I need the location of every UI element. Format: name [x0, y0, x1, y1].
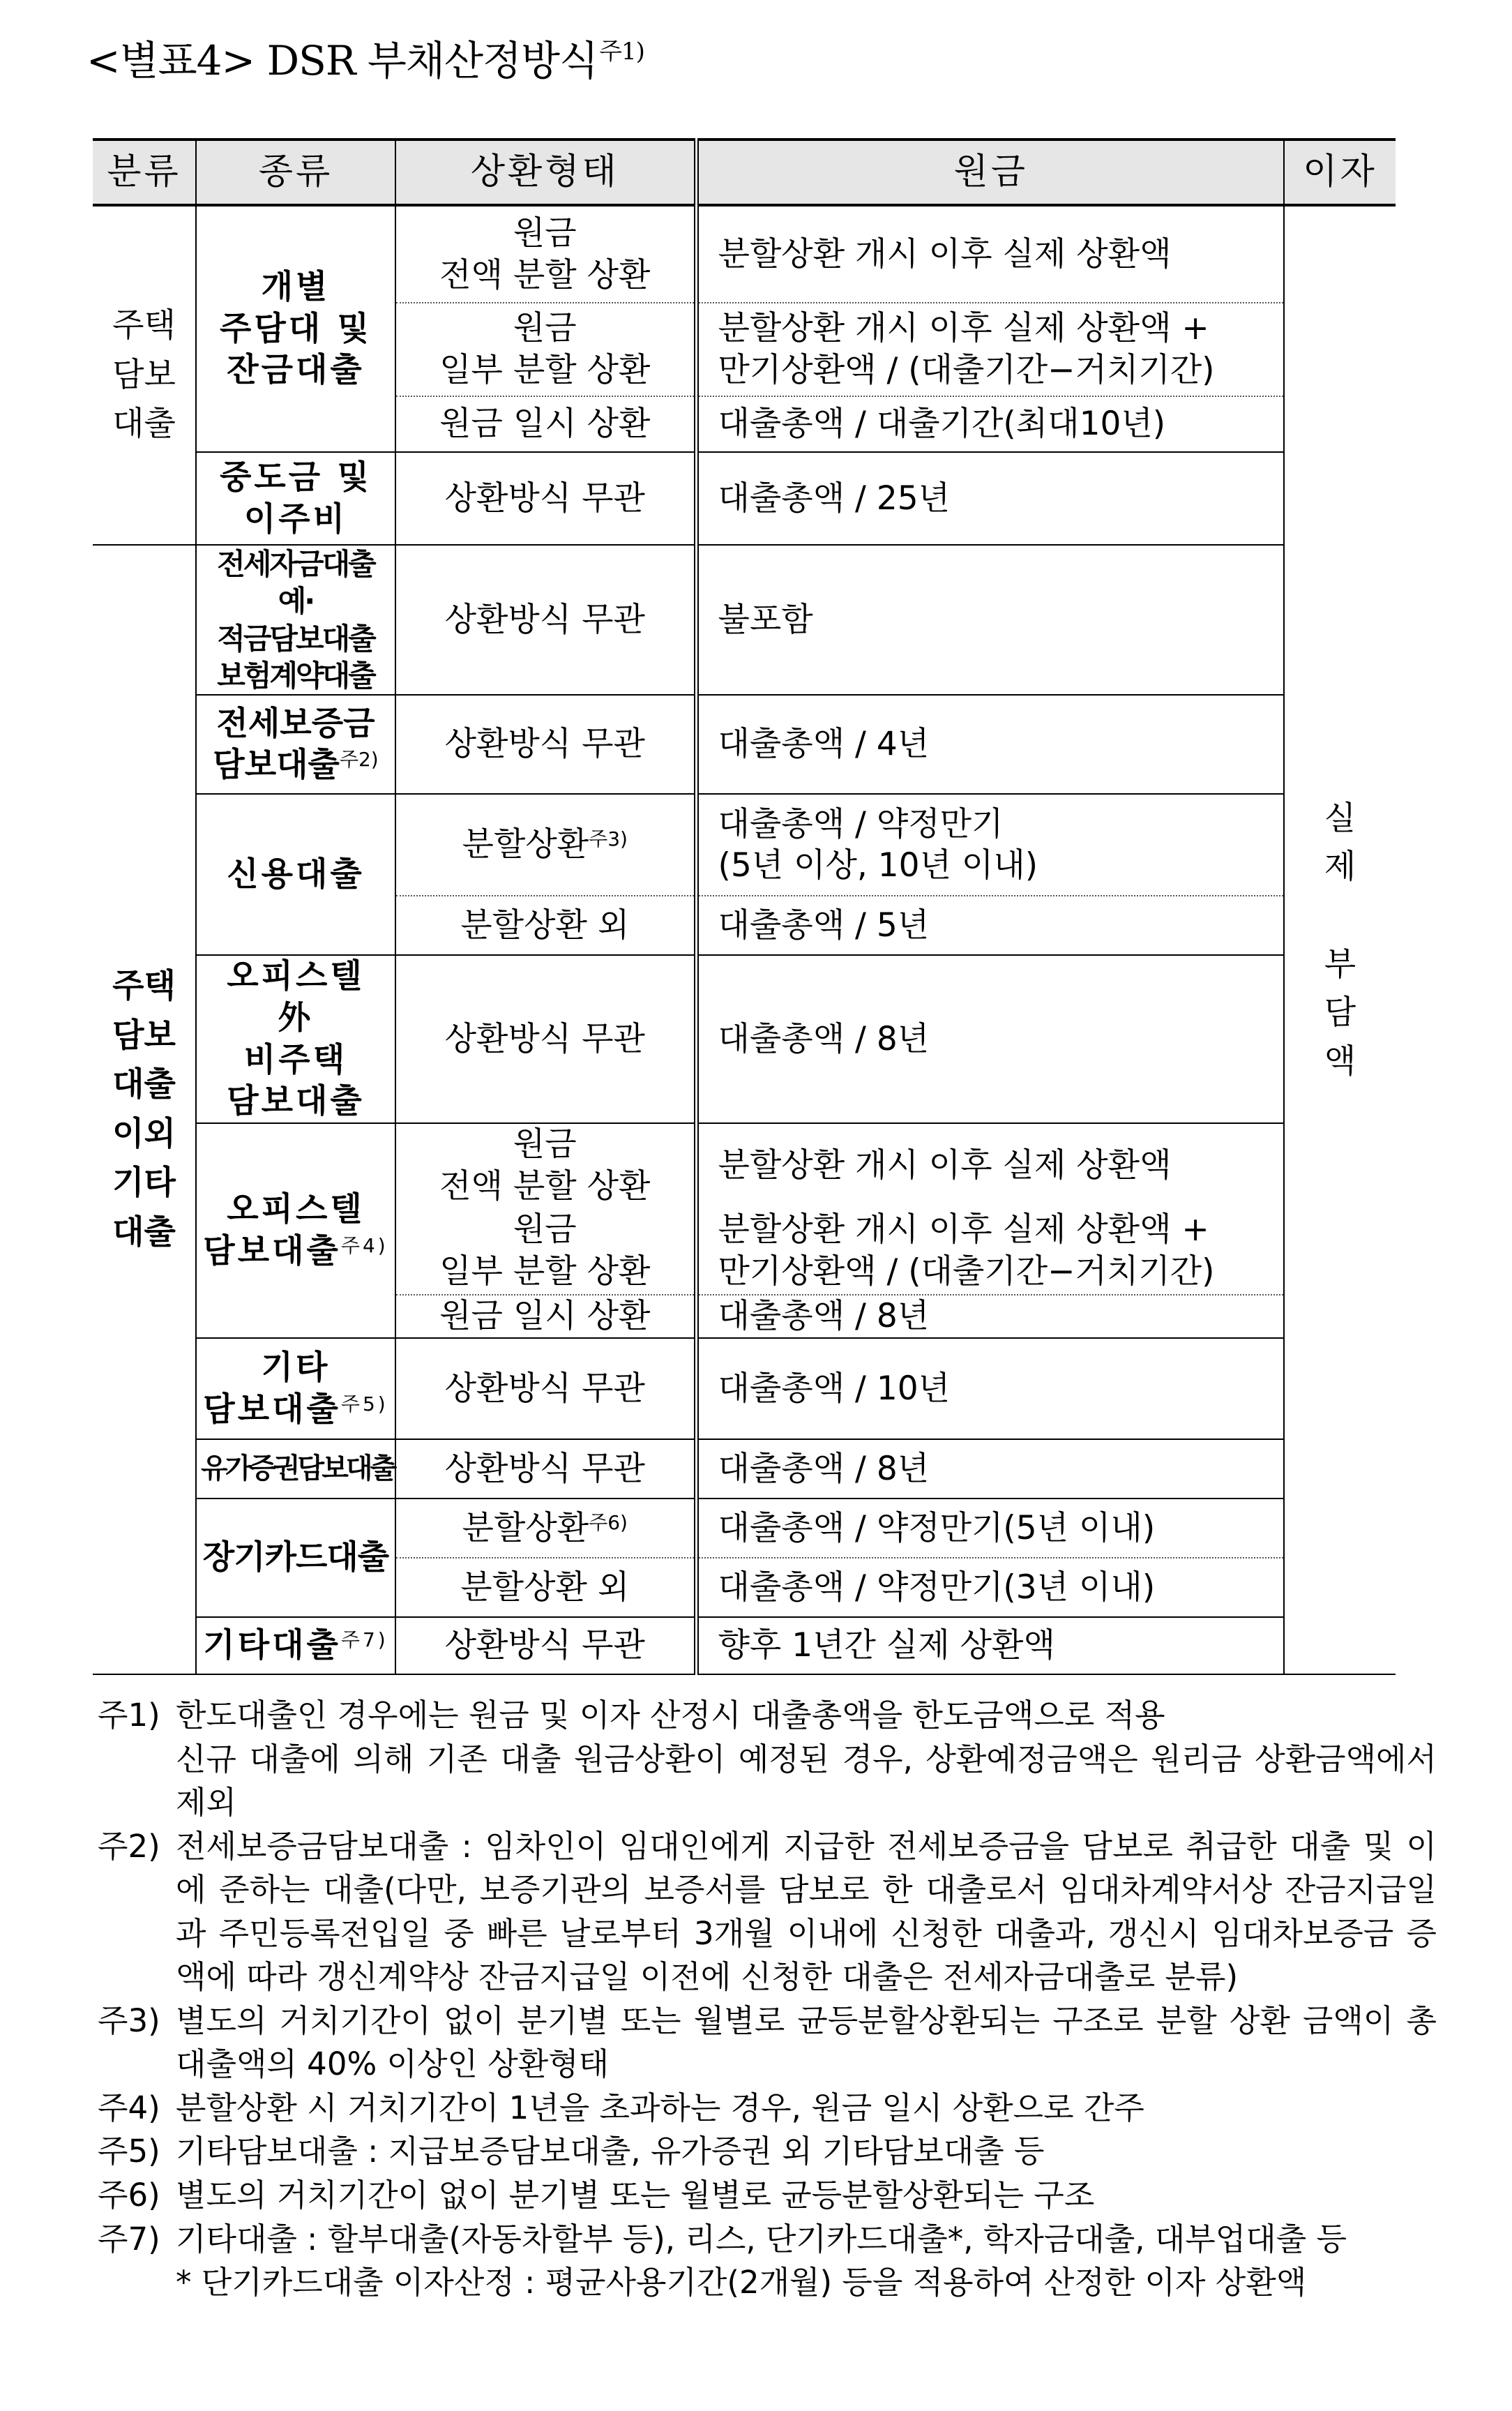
footnote-body — [176, 1999, 1437, 2087]
footnote-text: 전세보증금담보대출 : 임차인이 임대인에게 지급한 전세보증금을 담보로 취급한 대출 및 이에 준하는 대출(다만, 보증기관의 보증서를 담보로 한 대출로서 임대차계약서상 잔금지급일과 주민등록전입일 중 빠른 날로부터 3개월 이내에 신청한 대출과, 갱신시 임대차보증금 증액에 따라 갱신계약상 잔금지급일 이전에 신청한 대출은 전세자금대출로 분류) — [176, 1827, 1437, 1996]
kind-jeonse-deposit-insurance: 전세자금대출 예·적금담보대출 보험계약대출 — [196, 545, 395, 695]
footnote-text: 신규 대출에 의해 기존 대출 원금상환이 예정된 경우, 상환예정금액은 원리금 상환금액에서 제외 — [176, 1740, 1437, 1822]
principal-cell: 대출총액 / 8년 — [696, 1295, 1284, 1338]
repayment-type-cell: 분할상환$^{주3)}$ — [395, 794, 696, 896]
footnote-body — [176, 2087, 1437, 2131]
principal-cell: 분할상환 개시 이후 실제 상환액 — [696, 1123, 1284, 1207]
kind-securities-secured: 유가증권담보대출 — [196, 1439, 395, 1499]
repayment-type-cell: 원금 일부 분할 상환 — [395, 1207, 696, 1295]
dsr-table — [93, 138, 1396, 1675]
repayment-type-cell: 상환방식 무관 — [395, 545, 696, 695]
principal-cell: 대출총액 / 약정만기 (5년 이상, 10년 이내) — [696, 794, 1284, 896]
repayment-type-cell: 원금 일부 분할 상환 — [395, 303, 696, 396]
table-row — [93, 452, 1396, 545]
footnote-text: 기타담보대출 : 지급보증담보대출, 유가증권 외 기타담보대출 등 — [176, 2133, 1045, 2170]
repayment-type-cell: 원금 전액 분할 상환 — [395, 1123, 696, 1207]
group-housing-mortgage: 주택 담보 대출 — [93, 205, 196, 545]
footnote-item — [98, 1825, 1437, 1999]
footnote-item — [98, 2174, 1437, 2218]
kind-jeonse-guarantee: 전세보증금 담보대출$^{주2)}$ — [196, 695, 395, 794]
footnotes — [98, 1694, 1437, 2305]
repayment-type-cell: 원금 일시 상환 — [395, 1295, 696, 1338]
footnote-item — [98, 1694, 1437, 1825]
footnote-item — [98, 1999, 1437, 2087]
footnote-text: 분할상환 시 거치기간이 1년을 초과하는 경우, 원금 일시 상환으로 간주 — [176, 2089, 1144, 2126]
table-row — [93, 545, 1396, 695]
footnote-item — [98, 2087, 1437, 2131]
repayment-type-cell: 원금 일시 상환 — [395, 396, 696, 452]
kind-interim-payment: 중도금 및 이주비 — [196, 452, 395, 545]
principal-cell: 분할상환 개시 이후 실제 상환액 — [696, 205, 1284, 303]
repayment-type-cell: 분할상환 외 — [395, 1558, 696, 1617]
repayment-type-cell: 상환방식 무관 — [395, 452, 696, 545]
interest-actual-burden: 실 제 부 담 액 — [1284, 205, 1396, 1674]
principal-cell: 대출총액 / 5년 — [696, 896, 1284, 955]
footnote-body — [176, 2174, 1437, 2218]
principal-cell: 대출총액 / 8년 — [696, 1439, 1284, 1499]
principal-cell: 분할상환 개시 이후 실제 상환액 + 만기상환액 / (대출기간−거치기간) — [696, 303, 1284, 396]
footnote-item — [98, 2218, 1437, 2262]
repayment-type-cell: 상환방식 무관 — [395, 695, 696, 794]
repayment-type-cell: 원금 전액 분할 상환 — [395, 205, 696, 303]
footnote-label: 주6) — [98, 2177, 160, 2214]
title-text: <별표4> DSR 부채산정방식 — [86, 37, 598, 84]
principal-cell: 대출총액 / 대출기간(최대10년) — [696, 396, 1284, 452]
principal-cell: 대출총액 / 25년 — [696, 452, 1284, 545]
footnote-item — [98, 2130, 1437, 2174]
table-row — [93, 1439, 1396, 1499]
header-interest: 이자 — [1284, 140, 1396, 205]
footnote-text: 별도의 거치기간이 없이 분기별 또는 월별로 균등분할상환되는 구조로 분할 상환 금액이 총 대출액의 40% 이상인 상환형태 — [176, 2001, 1437, 2083]
footnote-text: 별도의 거치기간이 없이 분기별 또는 월별로 균등분할상환되는 구조 — [176, 2177, 1095, 2214]
principal-cell: 대출총액 / 10년 — [696, 1338, 1284, 1439]
kind-individual-mortgage: 개별 주담대 및 잔금대출 — [196, 205, 395, 452]
table-row — [93, 1123, 1396, 1207]
principal-cell: 대출총액 / 4년 — [696, 695, 1284, 794]
footnote-label: 주2) — [98, 1827, 160, 1865]
table-row — [93, 1499, 1396, 1558]
principal-cell: 대출총액 / 약정만기(3년 이내) — [696, 1558, 1284, 1617]
repayment-type-cell: 상환방식 무관 — [395, 1439, 696, 1499]
footnote-asterisk: * 단기카드대출 이자산정 : 평균사용기간(2개월) 등을 적용하여 산정한 이자 상환액 — [176, 2264, 1307, 2301]
principal-cell: 분할상환 개시 이후 실제 상환액 + 만기상환액 / (대출기간−거치기간) — [696, 1207, 1284, 1295]
repayment-type-cell: 상환방식 무관 — [395, 1338, 696, 1439]
repayment-type-cell: 상환방식 무관 — [395, 955, 696, 1123]
footnote-label: 주5) — [98, 2133, 160, 2170]
footnote-label: 주4) — [98, 2089, 160, 2126]
principal-cell: 향후 1년간 실제 상환액 — [696, 1617, 1284, 1674]
repayment-type-cell: 분할상환$^{주6)}$ — [395, 1499, 696, 1558]
page-title — [86, 28, 644, 87]
repayment-type-cell: 분할상환 외 — [395, 896, 696, 955]
header-repayment-type: 상환형태 — [395, 140, 696, 205]
footnote-label: 주3) — [98, 2001, 160, 2039]
kind-other-secured: 기타 담보대출$^{주5)}$ — [196, 1338, 395, 1439]
kind-officetel-non-housing: 오피스텔 外 비주택 담보대출 — [196, 955, 395, 1123]
principal-cell: 불포함 — [696, 545, 1284, 695]
kind-long-term-card: 장기카드대출 — [196, 1499, 395, 1617]
footnote-body — [176, 1694, 1437, 1825]
footnote-label: 주7) — [98, 2220, 160, 2258]
footnote-body — [176, 2218, 1437, 2262]
table-row — [93, 1617, 1396, 1674]
table-row — [93, 695, 1396, 794]
table-row — [93, 955, 1396, 1123]
footnote-text: 한도대출인 경우에는 원금 및 이자 산정시 대출총액을 한도금액으로 적용 — [176, 1697, 1165, 1734]
kind-credit-loan: 신용대출 — [196, 794, 395, 955]
repayment-type-cell: 상환방식 무관 — [395, 1617, 696, 1674]
kind-officetel-mortgage: 오피스텔 담보대출$^{주4)}$ — [196, 1123, 395, 1338]
table-header-row — [93, 140, 1396, 205]
principal-cell: 대출총액 / 8년 — [696, 955, 1284, 1123]
table-row — [93, 794, 1396, 896]
table-row — [93, 205, 1396, 303]
footnote-text: 기타대출 : 할부대출(자동차할부 등), 리스, 단기카드대출*, 학자금대출, 대부업대출 등 — [176, 2220, 1347, 2258]
header-classification: 분류 — [93, 140, 196, 205]
header-kind: 종류 — [196, 140, 395, 205]
footnote-label: 주1) — [98, 1697, 160, 1734]
footnote-body — [176, 1825, 1437, 1999]
group-other-loans: 주택 담보 대출 이외 기타 대출 — [93, 545, 196, 1674]
footnote-body — [176, 2130, 1437, 2174]
table-row — [93, 1338, 1396, 1439]
title-footnote-ref: 주1) — [599, 38, 644, 66]
kind-other-loans: 기타대출$^{주7)}$ — [196, 1617, 395, 1674]
header-principal: 원금 — [696, 140, 1284, 205]
principal-cell: 대출총액 / 약정만기(5년 이내) — [696, 1499, 1284, 1558]
